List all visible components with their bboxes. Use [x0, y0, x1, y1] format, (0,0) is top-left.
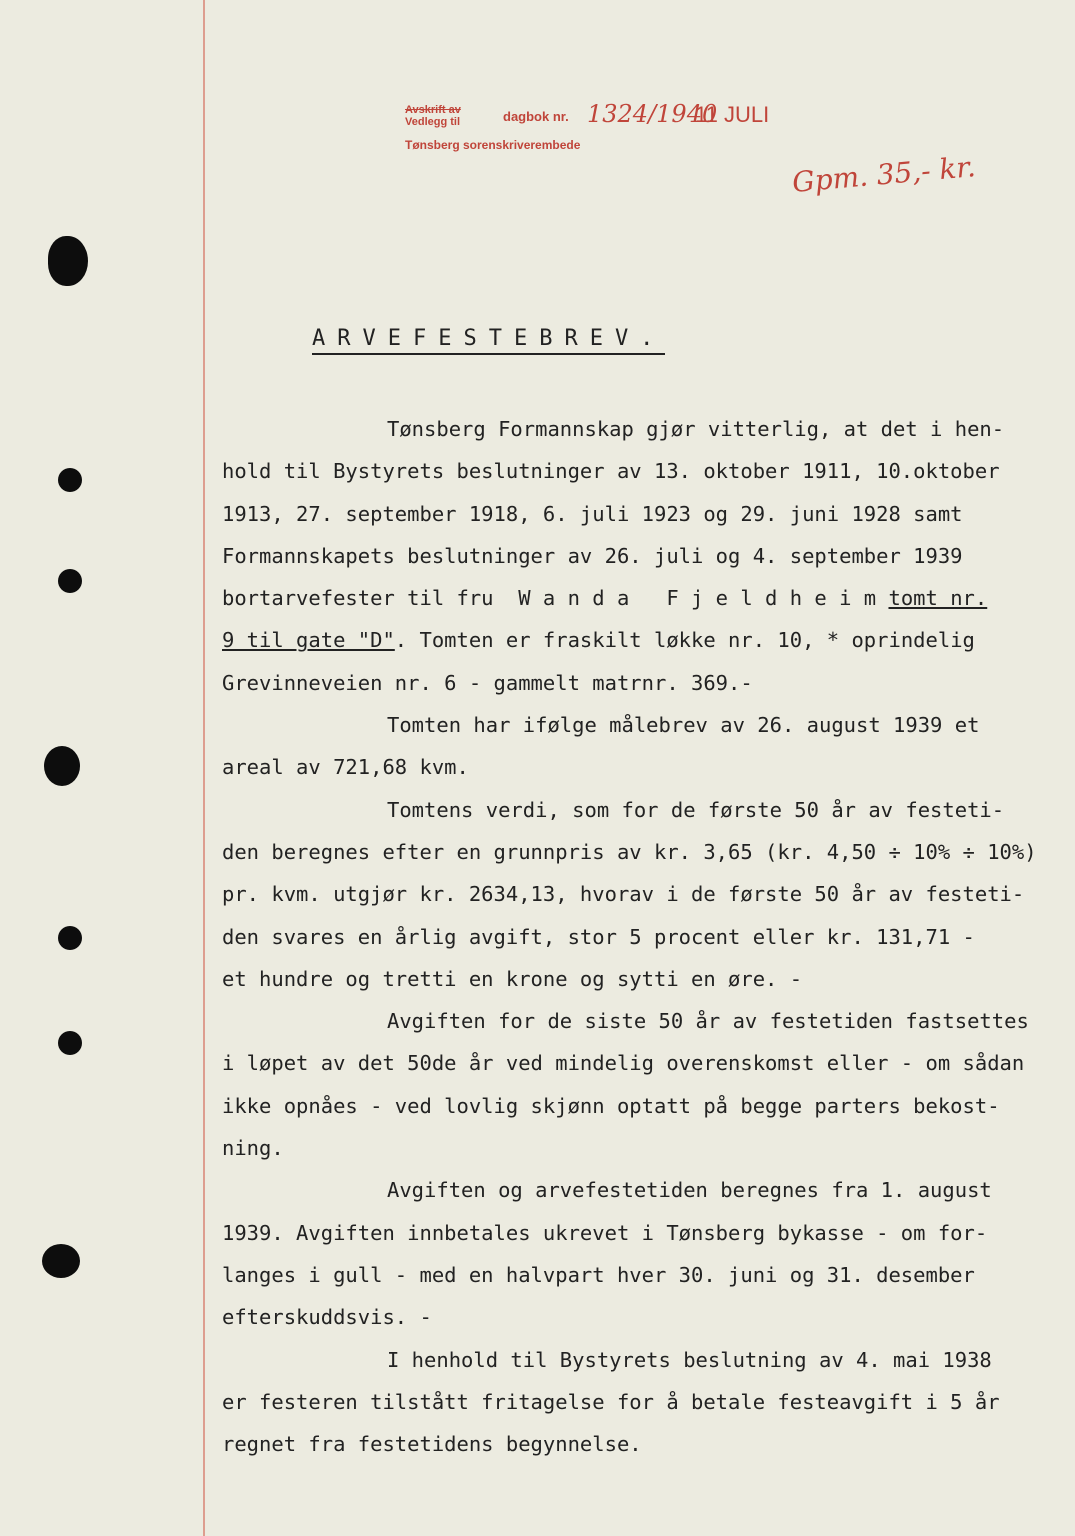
fee-annotation: Gpm. 35,- kr. — [790, 150, 977, 199]
punch-hole — [48, 236, 88, 286]
text-line: Tomtens verdi, som for de første 50 år av festeti- — [387, 797, 1005, 822]
text-line: den beregnes efter en grunnpris av kr. 3,65 (kr. 4,50 ÷ 10% ÷ 10%) — [222, 839, 1037, 864]
text-segment: . Tomten er fraskilt løkke nr. 10, * oprindelig — [394, 628, 975, 653]
stamp-line-b: Vedlegg til — [405, 116, 461, 128]
text-line: i løpet av det 50de år ved mindelig overenskomst eller - om sådan — [222, 1051, 1025, 1076]
punch-hole — [58, 569, 82, 593]
text-line: Avgiften og arvefestetiden beregnes fra 1. august — [387, 1178, 992, 1203]
text-line: Tønsberg Formannskap gjør vitterlig, at det i hen- — [387, 417, 1005, 441]
text-line — [222, 619, 1052, 661]
margin-line — [203, 0, 205, 1536]
punch-hole — [44, 746, 80, 786]
text-line: et hundre og tretti en krone og sytti en øre. - — [222, 966, 803, 991]
text-line: I henhold til Bystyrets beslutning av 4. mai 1938 — [387, 1347, 992, 1372]
stamp-date: 11 JULI — [695, 102, 770, 127]
text-line: areal av 721,68 kvm. — [222, 755, 469, 780]
text-line: Formannskapets beslutninger av 26. juli og 4. september 1939 — [222, 543, 963, 568]
punch-hole — [58, 468, 82, 492]
text-line: langes i gull - med en halvpart hver 30. juni og 31. desember — [222, 1262, 975, 1287]
text-line: Grevinneveien nr. 6 - gammelt matrnr. 369.- — [222, 670, 753, 695]
text-line: ning. — [222, 1136, 284, 1161]
punch-hole — [42, 1244, 80, 1278]
underlined-plot-number: tomt nr. — [888, 586, 988, 611]
text-line: Tomten har ifølge målebrev av 26. august 1939 et — [387, 713, 980, 738]
text-line: den svares en årlig avgift, stor 5 procent eller kr. 131,71 - — [222, 924, 975, 949]
text-line: er festeren tilstått fritagelse for å betale festeavgift i 5 år — [222, 1389, 1000, 1414]
document-title: ARVEFESTEBREV. — [312, 326, 665, 355]
text-line: pr. kvm. utgjør kr. 2634,13, hvorav i de første 50 år av festeti- — [222, 882, 1025, 907]
text-line: hold til Bystyrets beslutninger av 13. oktober 1911, 10.oktober — [222, 459, 1000, 484]
stamp-office: Tønsberg sorenskriverembede — [405, 138, 581, 152]
punch-hole — [58, 926, 82, 950]
text-line: regnet fra festetidens begynnelse. — [222, 1432, 642, 1457]
text-line: 1913, 27. september 1918, 6. juli 1923 og 29. juni 1928 samt — [222, 501, 963, 526]
text-segment: bortarvefester til fru W a n d a F j e l d h e i m — [222, 586, 889, 611]
text-line: Avgiften for de siste 50 år av festetiden fastsettes — [387, 1009, 1029, 1034]
stamp-dagbok-number: 1324/1940 — [587, 100, 718, 128]
text-line — [222, 577, 1052, 619]
document-body — [222, 408, 1052, 1465]
underlined-street: 9 til gate "D" — [222, 628, 395, 653]
text-line: ikke opnåes - ved lovlig skjønn optatt på begge parters bekost- — [222, 1093, 1000, 1118]
stamp-line-a: Avskrift av — [405, 104, 461, 116]
registration-stamp — [405, 100, 770, 152]
text-line: 1939. Avgiften innbetales ukrevet i Tønsberg bykasse - om for- — [222, 1220, 988, 1245]
text-line: efterskuddsvis. - — [222, 1305, 432, 1330]
punch-hole — [58, 1031, 82, 1055]
stamp-dagbok-label: dagbok nr. — [503, 109, 569, 124]
